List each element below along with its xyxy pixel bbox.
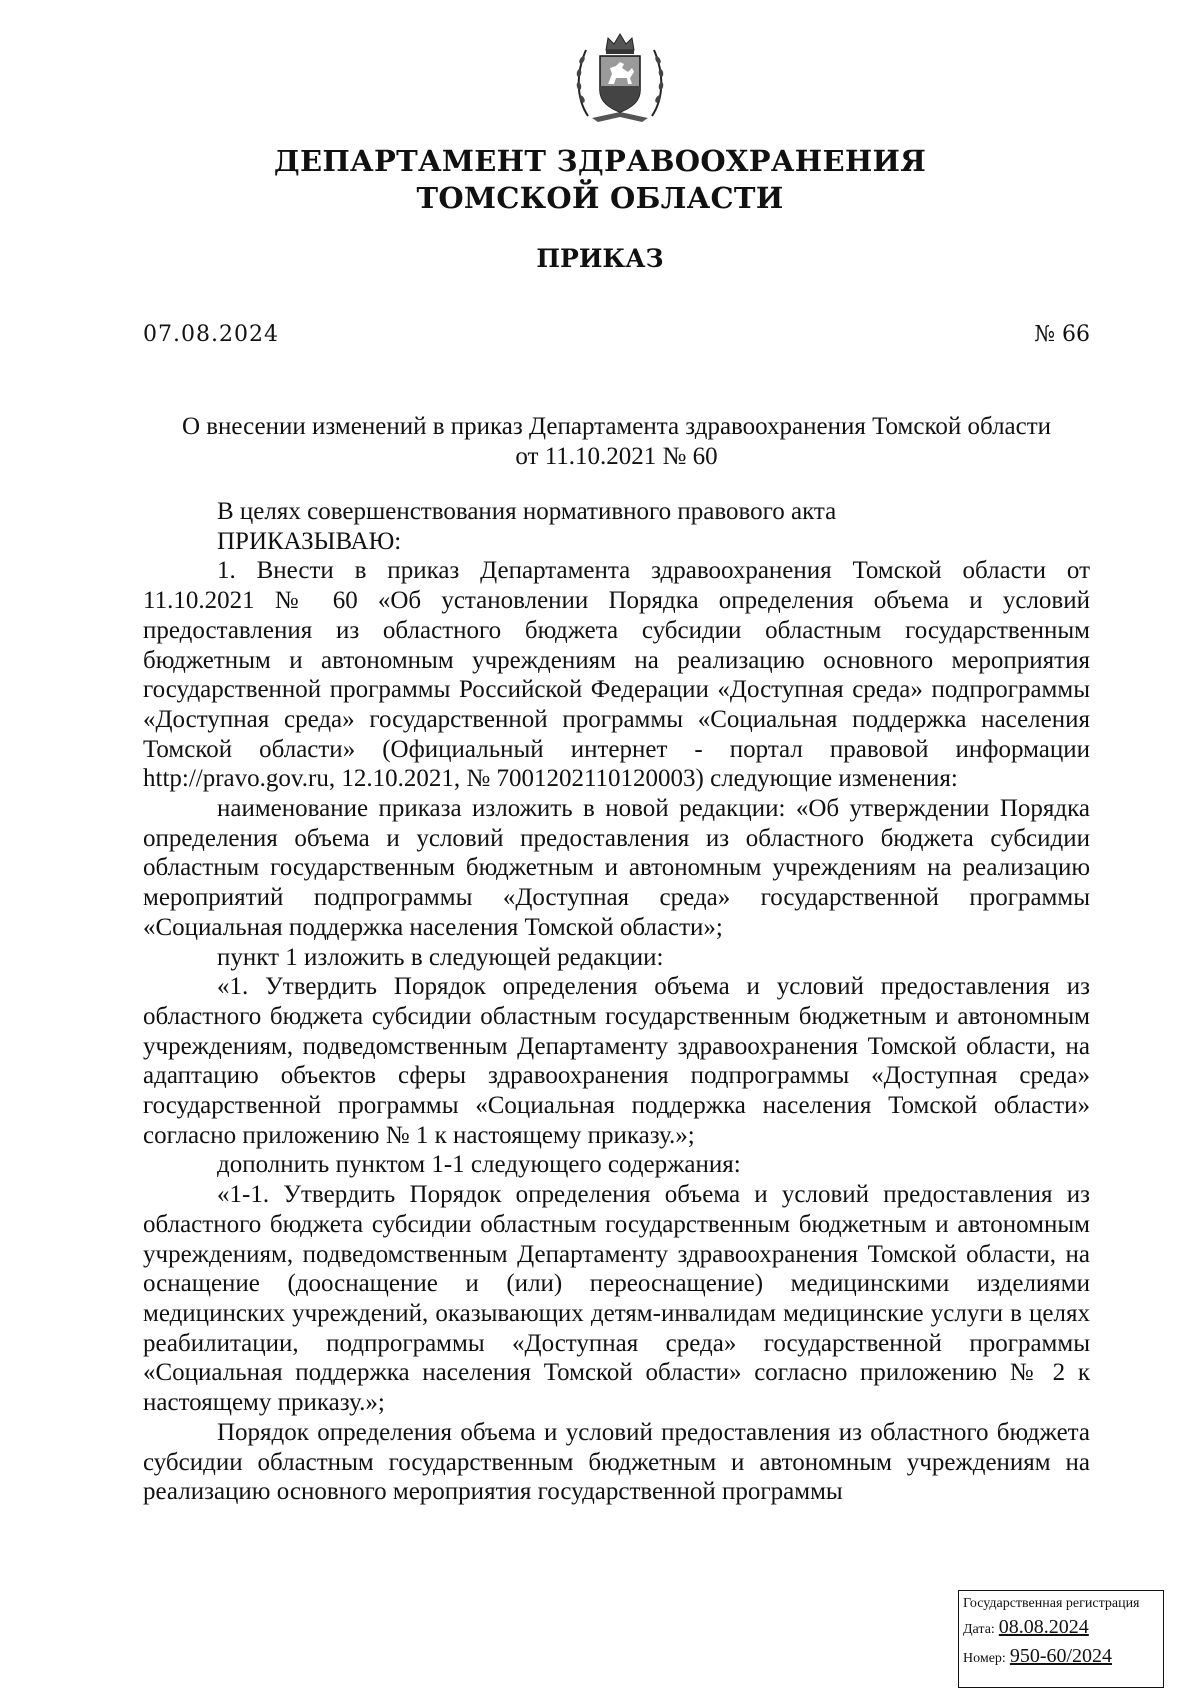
registration-number-value: 950-60/2024: [1009, 1645, 1113, 1667]
registration-number-row: [963, 1643, 1163, 1672]
registration-date-label: Дата:: [963, 1622, 995, 1637]
subject-line-1: О внесении изменений в приказ Департамента здравоохранения Томской области: [181, 413, 1052, 440]
registration-number-label: Номер:: [963, 1651, 1006, 1666]
document-date: 07.08.2024: [143, 322, 279, 347]
body-paragraph-item-1: 1. Внести в приказ Департамента здравоохранения Томской области от 11.10.2021 № 60 «Об установлении Порядка определения объема и условий предоставления из областного бюджета субсидии областным государственным бюджетным и автономным учреждениям на реализацию основного мероприятия государственной программы Российской Федерации «Доступная среда» подпрограммы «Доступная среда» государственной программы «Социальная поддержка населения Томской области» (Официальный интернет - портал правовой информации http://pravo.gov.ru, 12.10.2021, № 7001202110120003) следующие изменения:: [143, 557, 1090, 793]
subject-line-2: от 11.10.2021 № 60: [515, 443, 718, 470]
organization-name-line1: ДЕПАРТАМЕНТ ЗДРАВООХРАНЕНИЯ: [273, 144, 927, 178]
document-subject: [143, 412, 1090, 472]
body-paragraph-order: ПРИКАЗЫВАЮ:: [217, 527, 402, 555]
registration-date-row: [963, 1614, 1163, 1643]
body-paragraph-point-1-1-intro: дополнить пунктом 1-1 следующего содержания:: [217, 1151, 741, 1179]
organization-name-line2: ТОМСКОЙ ОБЛАСТИ: [416, 181, 784, 215]
document-number: № 66: [1034, 322, 1090, 347]
tomsk-coat-of-arms-icon: [570, 28, 670, 128]
registration-stamp: [958, 1590, 1164, 1688]
body-paragraph-point-1-intro: пункт 1 изложить в следующей редакции:: [217, 943, 664, 971]
document-type: ПРИКАЗ: [536, 244, 664, 273]
registration-title: Государственная регистрация: [963, 1596, 1140, 1611]
body-paragraph-point-1: «1. Утвердить Порядок определения объема и условий предоставления из областного бюджета субсидии областным государственным бюджетным и автономным учреждениям, подведомственным Департаменту здравоохранения Томской области, на адаптацию объектов сферы здравоохранения подпрограммы «Доступная среда» государственной программы «Социальная поддержка населения Томской области» согласно приложению № 1 к настоящему приказу.»;: [143, 973, 1090, 1149]
document-body: [143, 497, 1090, 1507]
body-paragraph-point-1-1: «1-1. Утвердить Порядок определения объема и условий предоставления из областного бюджета субсидии областным государственным бюджетным и автономным учреждениям, подведомственным Департаменту здравоохранения Томской области, на оснащение (дооснащение и (или) переоснащение) медицинскими изделиями медицинских учреждений, оказывающих детям-инвалидам медицинские услуги в целях реабилитации, подпрограммы «Доступная среда» государственной программы «Социальная поддержка населения Томской области» согласно приложению № 2 к настоящему приказу.»;: [143, 1181, 1090, 1417]
body-paragraph-title-change: наименование приказа изложить в новой редакции: «Об утверждении Порядка определения объема и условий предоставления из областного бюджета субсидии областным государственным бюджетным и автономным учреждениям на реализацию мероприятий подпрограммы «Доступная среда» государственной программы «Социальная поддержка населения Томской области»;: [143, 795, 1090, 941]
body-paragraph-preamble: В целях совершенствования нормативного правового акта: [217, 498, 837, 525]
body-paragraph-procedure: Порядок определения объема и условий предоставления из областного бюджета субсидии областным государственным бюджетным и автономным учреждениям на реализацию основного мероприятия государственной программы: [143, 1418, 1090, 1506]
registration-date-value: 08.08.2024: [998, 1616, 1089, 1638]
